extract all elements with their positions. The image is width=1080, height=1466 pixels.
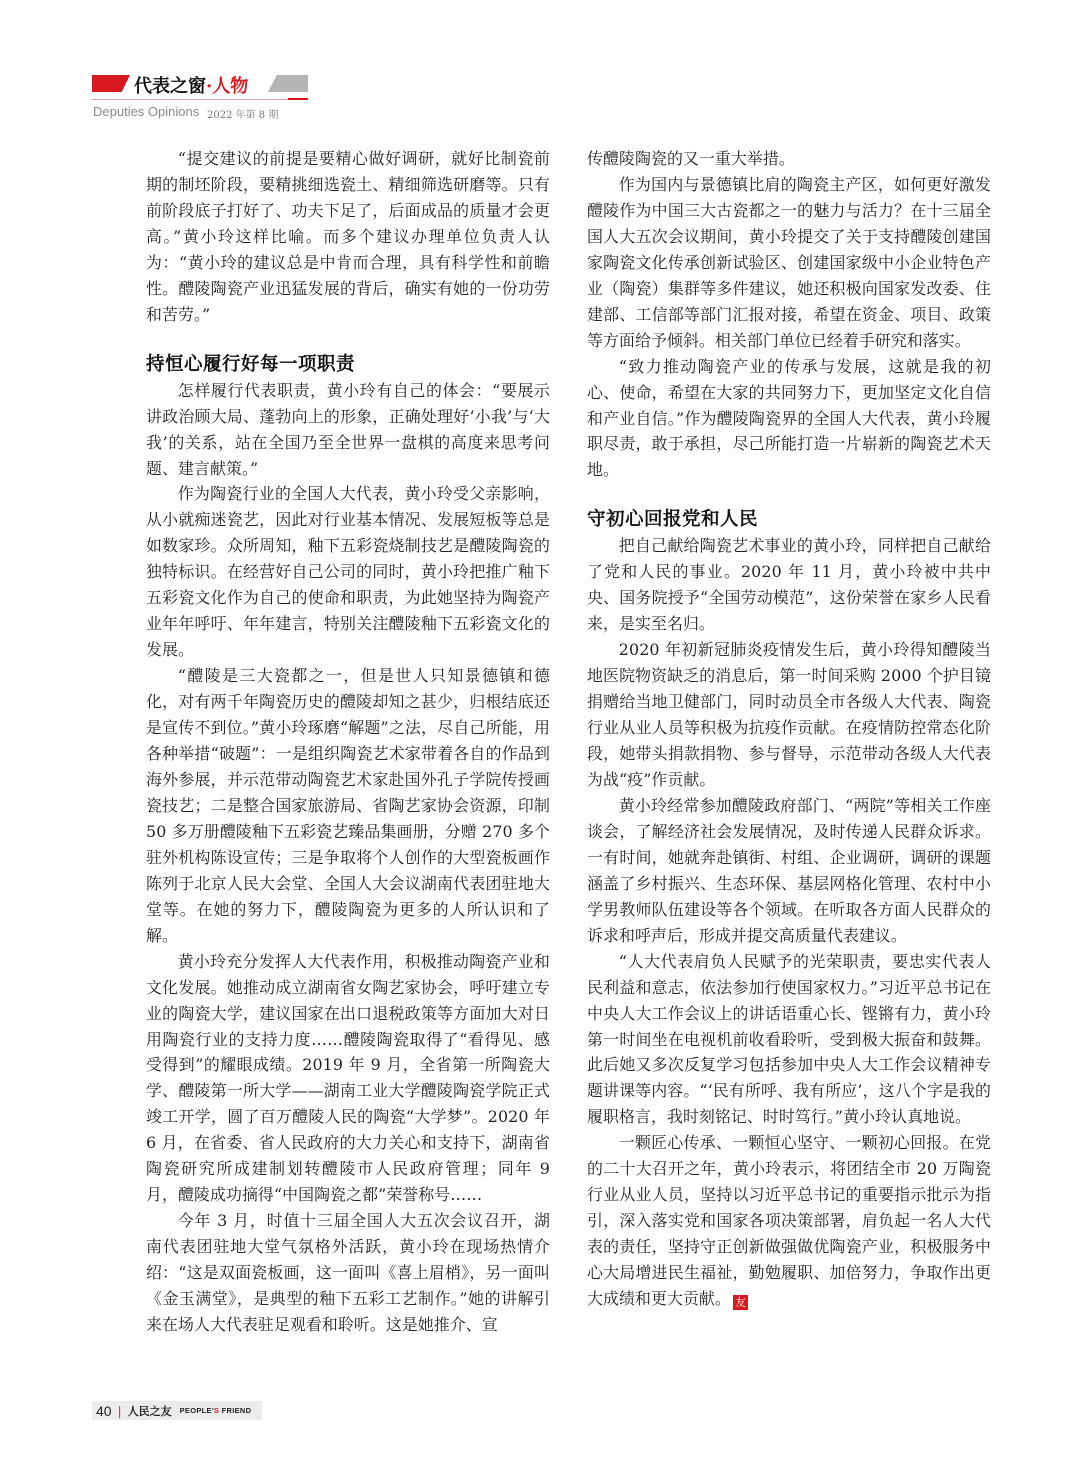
paragraph: “人大代表肩负人民赋予的光荣职责，要忠实代表人民利益和意志，依法参加行使国家权力。”习近平总书记在中央人大工作会议上的讲话语重心长、铿锵有力，黄小玲第一时间坐在电视机前收看聆听，受到极大振奋和鼓舞。此后她又多次反复学习包括参加中央人大工作会议精神专题讲课等内容。“‘民有所呼、我有所应’，这八个字是我的履职格言，我时刻铭记、时时笃行。”黄小玲认真地说。 (587, 951, 991, 1127)
paragraph: 今年 3 月，时值十三届全国人大五次会议召开，湖南代表团驻地大堂气氛格外活跃，黄小玲在现场热情介绍：“这是双面瓷板画，这一面叫《喜上眉梢》，另一面叫《金玉满堂》，是典型的釉下五彩工艺制作。”她的讲解引来在场人大代表驻足观看和聆听。这是她推介、宣 (146, 1211, 550, 1334)
paragraph: 2020 年初新冠肺炎疫情发生后，黄小玲得知醴陵当地医院物资缺乏的消息后，第一时间采购 2000 个护目镜捐赠给当地卫健部门，同时动员全市各级人大代表、陶瓷行业从业人员等积极为抗疫作贡献。在疫情防控常态化阶段，她带头捐款捐物、参与督导，示范带动各级人大代表为战“疫”作贡献。 (587, 640, 991, 789)
paragraph: 黄小玲经常参加醴陵政府部门、“两院”等相关工作座谈会，了解经济社会发展情况，及时传递人民群众诉求。一有时间，她就奔赴镇街、村组、企业调研，调研的课题涵盖了乡村振兴、生态环保、基层网格化管理、农村中小学男教师队伍建设等各个领域。在听取各方面人民群众的诉求和呼声后，形成并提交高质量代表建议。 (587, 795, 991, 945)
header-gray-bar (268, 75, 308, 92)
magazine-en-part: PEOPLE' (179, 1406, 214, 1415)
magazine-name-en (180, 1406, 252, 1415)
section-title (134, 72, 248, 98)
section-name: 代表之窗 (134, 76, 206, 97)
footer-separator: | (117, 1403, 122, 1418)
header-red-bar (92, 75, 130, 92)
header-divider-accent (288, 98, 308, 100)
left-column (146, 146, 550, 1338)
page-number: 40 (96, 1402, 112, 1419)
paragraph: “致力推动陶瓷产业的传承与发展，这就是我的初心、使命，希望在大家的共同努力下，更加坚定文化自信和产业自信。”作为醴陵陶瓷界的全国人大代表，黄小玲履职尽责，敢于承担，尽己所能打造一片崭新的陶瓷艺术天地。 (587, 356, 991, 480)
paragraph-final (587, 1130, 991, 1312)
paragraph: 作为陶瓷行业的全国人大代表，黄小玲受父亲影响，从小就痴迷瓷艺，因此对行业基本情况、发展短板等总是如数家珍。众所周知，釉下五彩瓷烧制技艺是醴陵陶瓷的独特标识。在经营好自己公司的同时，黄小玲把推广釉下五彩瓷文化作为自己的使命和职责，为此她坚持为陶瓷产业年年呼吁、年年建言，特别关注醴陵釉下五彩瓷文化的发展。 (146, 484, 550, 660)
magazine-en-part: FRIEND (219, 1406, 252, 1415)
magazine-en-accent: S (213, 1406, 220, 1415)
page-footer (92, 1401, 262, 1420)
column-english-name: Deputies Opinions (93, 104, 200, 119)
right-column (587, 146, 991, 1312)
header-divider (92, 99, 308, 100)
paragraph: 作为国内与景德镇比肩的陶瓷主产区，如何更好激发醴陵作为中国三大古瓷都之一的魅力与活力？在十三届全国人大五次会议期间，黄小玲提交了关于支持醴陵创建国家陶瓷文化传承创新试验区、创建国家级中小企业特色产业（陶瓷）集群等多件建议，她还积极向国家发改委、住建部、工信部等部门汇报对接，希望在资金、项目、政策等方面给予倾斜。相关部门单位已经着手研究和落实。 (587, 174, 991, 350)
paragraph: “醴陵是三大瓷都之一，但是世人只知景德镇和德化，对有两千年陶瓷历史的醴陵却知之甚少，归根结底还是宣传不到位。”黄小玲琢磨“解题”之法，尽自己所能，用各种举措“破题”：一是组织陶瓷艺术家带着各自的作品到海外参展，并示范带动陶瓷艺术家赴国外孔子学院传授画瓷技艺；二是整合国家旅游局、省陶艺家协会资源，印制 50 多万册醴陵釉下五彩瓷艺臻品集画册，分赠 270 多个驻外机构陈设宣传；三是争取将个人创作的大型瓷板画作陈列于北京人民大会堂、全国人大会议湖南代表团驻地大堂等。在她的努力下，醴陵陶瓷为更多的人所认识和了解。 (146, 666, 550, 945)
subsection-name: 人物 (212, 76, 249, 97)
paragraph: 黄小玲充分发挥人大代表作用，积极推动陶瓷产业和文化发展。她推动成立湖南省女陶艺家协会，呼吁建立专业的陶瓷大学，建议国家在出口退税政策等方面加大对日用陶瓷行业的支持力度……醴陵陶瓷取得了“看得见、感受得到”的耀眼成绩。2019 年 9 月，全省第一所陶瓷大学、醴陵第一所大学——湖南工业大学醴陵陶瓷学院正式竣工开学，圆了百万醴陵人民的陶瓷“大学梦”。2020 年 6 月，在省委、省人民政府的大力关心和支持下，湖南省陶瓷研究所成建制划转醴陵市人民政府管理；同年 9 月，醴陵成功摘得“中国陶瓷之都”荣誉称号…… (146, 951, 550, 1205)
section-heading: 持恒心履行好每一项职责 (146, 353, 356, 375)
magazine-name-cn: 人民之友 (127, 1404, 172, 1418)
paragraph: 怎样履行代表职责，黄小玲有自己的体会：“要展示讲政治顾大局、蓬勃向上的形象，正确处理好‘小我’与‘大我’的关系，站在全国乃至全世界一盘棋的高度来思考问题、建言献策。” (146, 380, 550, 478)
paragraph-text: 一颗匠心传承、一颗恒心坚守、一颗初心回报。在党的二十大召开之年，黄小玲表示，将团结全市 20 万陶瓷行业从业人员，坚持以习近平总书记的重要指示批示为指引，深入落实党和国家各项决策部署，肩负起一名人大代表的责任，坚持守正创新做强做优陶瓷产业，积极服务中心大局增进民生福祉，勤勉履职、加倍努力，争取作出更大成绩和更大贡献。 (587, 1133, 991, 1309)
end-mark-icon: 友 (734, 1296, 746, 1310)
paragraph-continued: 传醴陵陶瓷的又一重大举措。 (587, 149, 795, 168)
issue-label: 2022 年第 8 期 (207, 110, 279, 121)
section-heading: 守初心回报党和人民 (587, 509, 759, 531)
title-separator: · (206, 76, 213, 97)
paragraph: 把自己献给陶瓷艺术事业的黄小玲，同样把自己献给了党和人民的事业。2020 年 11 月，黄小玲被中共中央、国务院授予“全国劳动模范”，这份荣誉在家乡人民看来，是实至名归。 (587, 536, 991, 634)
paragraph: “提交建议的前提是要精心做好调研，就好比制瓷前期的制坯阶段，要精挑细选瓷土、精细筛选研磨等。只有前阶段底子打好了、功夫下足了，后面成品的质量才会更高。”黄小玲这样比喻。而多个建议办理单位负责人认为：“黄小玲的建议总是中肯而合理，具有科学性和前瞻性。醴陵陶瓷产业迅猛发展的背后，确实有她的一份功劳和苦劳。” (146, 149, 550, 324)
